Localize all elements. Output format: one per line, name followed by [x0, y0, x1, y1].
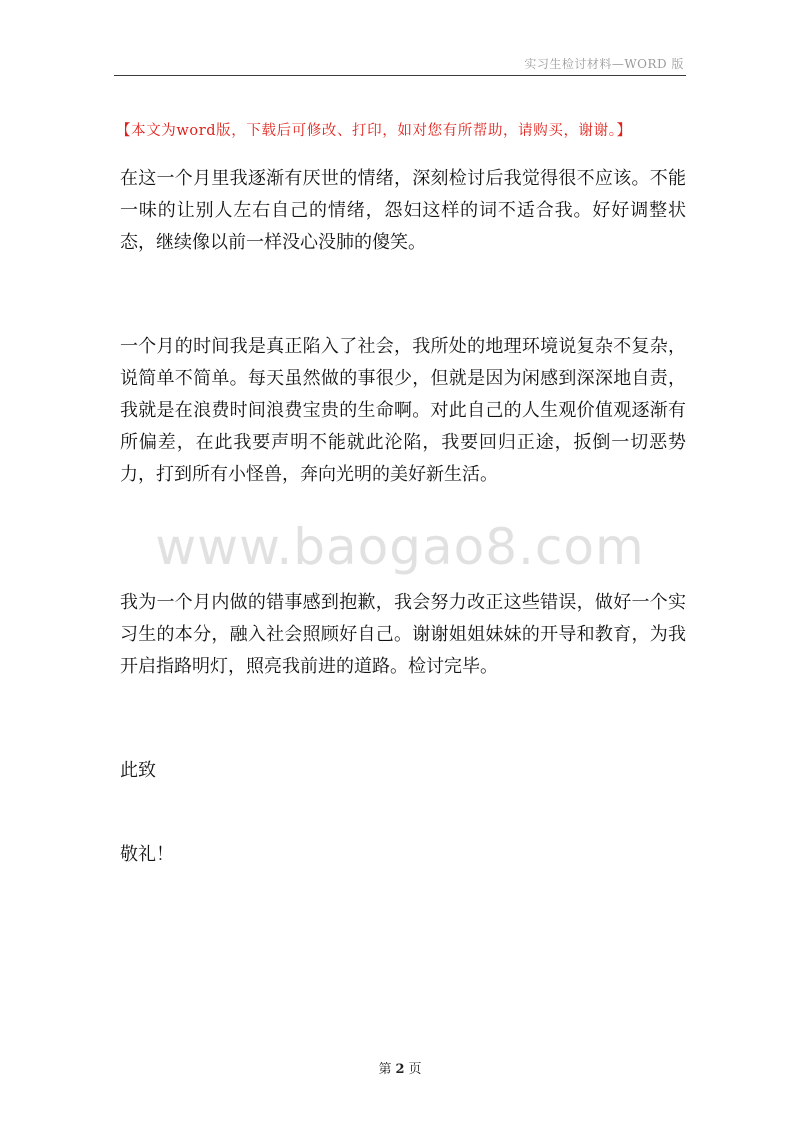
download-notice: 【本文为word版，下载后可修改、打印，如对您有所帮助，请购买，谢谢。】: [116, 123, 632, 139]
page-number: 2: [395, 1062, 405, 1077]
page-footer: [0, 1058, 800, 1077]
closing-salutation: 此致: [120, 760, 156, 781]
footer-prefix: 第: [378, 1062, 392, 1077]
page-header-title: 实习生检讨材料—WORD 版: [524, 57, 684, 71]
body-paragraph-3: 我为一个月内做的错事感到抱歉，我会努力改正这些错误，做好一个实习生的本分，融入社会照顾好自己。谢谢姐姐妹妹的开导和教育，为我开启指路明灯，照亮我前进的道路。检讨完毕。: [120, 592, 686, 677]
header-divider: [114, 75, 686, 76]
watermark-text: www.baogao8.com: [155, 518, 645, 576]
footer-suffix: 页: [408, 1062, 422, 1077]
body-paragraph-1: 在这一个月里我逐渐有厌世的情绪，深刻检讨后我觉得很不应该。不能一味的让别人左右自己的情绪，怨妇这样的词不适合我。好好调整状态，继续像以前一样没心没肺的傻笑。: [120, 168, 686, 253]
closing-regards: 敬礼！: [120, 844, 174, 865]
body-paragraph-2: 一个月的时间我是真正陷入了社会，我所处的地理环境说复杂不复杂，说简单不简单。每天虽然做的事很少，但就是因为闲感到深深地自责，我就是在浪费时间浪费宝贵的生命啊。对此自己的人生观价值观逐渐有所偏差，在此我要声明不能就此沦陷，我要回归正途，扳倒一切恶势力，打到所有小怪兽，奔向光明的美好新生活。: [120, 336, 686, 485]
